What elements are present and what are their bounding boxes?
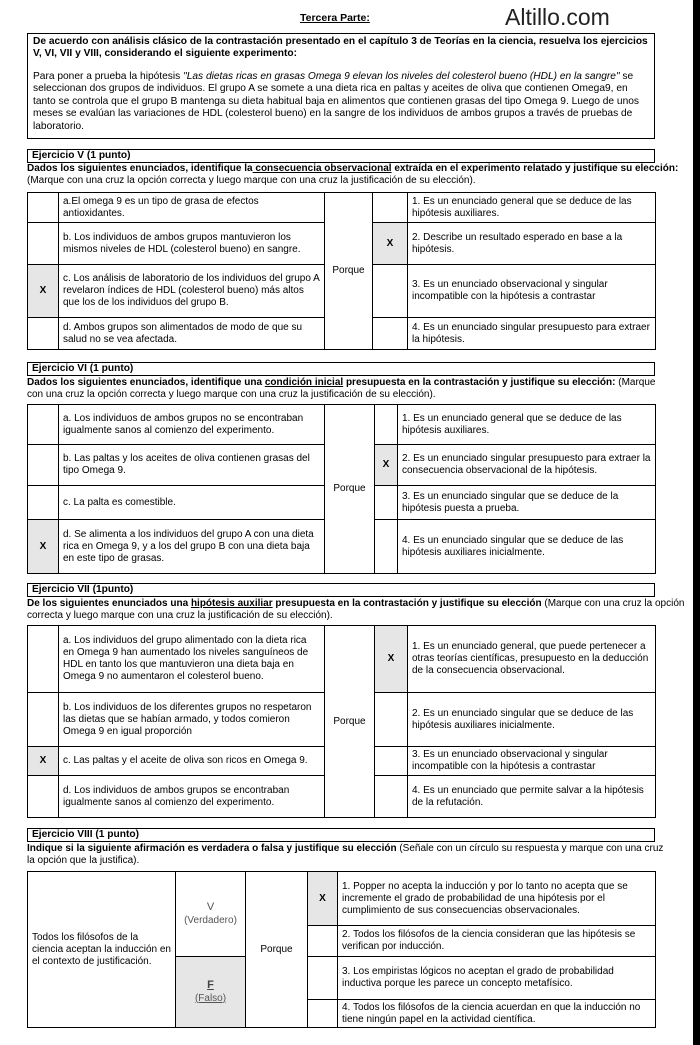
- ex6-table: [27, 404, 656, 574]
- ex5-option-c: c. Los análisis de laboratorio de los individuos del grupo A revelaron índices de HDL (colesterol bueno) más altos que los de los individuos del grupo B.: [59, 265, 325, 318]
- ex8-1-mark[interactable]: X: [308, 872, 338, 926]
- ex7-intro-a: De los siguientes enunciados una: [27, 598, 191, 609]
- ex5-justification-1: 1. Es un enunciado general que se deduce de las hipótesis auxiliares.: [408, 193, 656, 223]
- ex6-2-mark[interactable]: X: [375, 445, 398, 486]
- ex5-d-mark[interactable]: [28, 318, 59, 350]
- ex7-a-mark[interactable]: [28, 626, 59, 693]
- ex5-justification-3: 3. Es un enunciado observacional y singular incompatible con la hipótesis a contrastar: [408, 265, 656, 318]
- ex6-justification-1: 1. Es un enunciado general que se deduce de las hipótesis auxiliares.: [398, 405, 656, 445]
- ex8-true-letter: V: [206, 901, 215, 914]
- ex7-justification-3: 3. Es un enunciado observacional y singular incompatible con la hipótesis a contrastar: [408, 747, 656, 776]
- ex5-porque: Porque: [325, 193, 373, 350]
- ex7-instructions: [27, 598, 695, 622]
- ex6-intro-a: Dados los siguientes enunciados, identifique una: [27, 377, 265, 388]
- ex5-4-mark[interactable]: [373, 318, 408, 350]
- ex8-justification-3: 3. Los empiristas lógicos no aceptan el grado de probabilidad inductiva porque les parece un concepto metafísico.: [338, 957, 656, 1000]
- ex5-justification-2: 2. Describe un resultado esperado en base a la hipótesis.: [408, 223, 656, 265]
- part-title: Tercera Parte:: [300, 12, 370, 24]
- ex6-title: Ejercicio VI (1 punto): [27, 362, 655, 376]
- ex7-c-mark[interactable]: X: [28, 747, 59, 776]
- ex8-3-mark[interactable]: [308, 957, 338, 1000]
- ex5-a-mark[interactable]: [28, 193, 59, 223]
- ex8-true-word: (Verdadero): [184, 914, 237, 926]
- ex5-option-d: d. Ambos grupos son alimentados de modo de que su salud no se vea afectada.: [59, 318, 325, 350]
- ex6-option-b: b. Las paltas y los aceites de oliva contienen grasas del tipo Omega 9.: [59, 445, 325, 486]
- ex5-intro-a: Dados los siguientes enunciados, identifique la: [27, 163, 253, 174]
- ex6-instructions: [27, 377, 667, 401]
- ex5-intro-key: consecuencia observacional: [252, 163, 392, 174]
- ex6-justification-3: 3. Es un enunciado singular que se deduce de la hipótesis puesta a prueba.: [398, 486, 656, 520]
- ex8-intro-a: Indique si la siguiente afirmación es verdadera o falsa y justifique su elección: [27, 843, 397, 854]
- ex7-justification-2: 2. Es un enunciado singular que se deduce de las hipótesis auxiliares inicialmente.: [408, 693, 656, 747]
- ex6-option-a: a. Los individuos de ambos grupos no se encontraban igualmente sanos al comienzo del experimento.: [59, 405, 325, 445]
- ex8-false-option[interactable]: [176, 957, 246, 1028]
- ex5-option-a: a.El omega 9 es un tipo de grasa de efectos antioxidantes.: [59, 193, 325, 223]
- intro-text-b: se seleccionan dos grupos de individuos. El grupo A se somete a una dieta rica en paltas y aceites de oliva que contienen Omega9, en tanto se controla que el grupo B mantenga su dieta habitual baja en alimentos que contienen grasas del tipo Omega 9. Luego de unos meses se evalúan las variaciones de HDL (colesterol bueno) en la sangre de los individuos de ambos grupos a través de pruebas de laboratorio.: [33, 70, 640, 132]
- ex8-porque: Porque: [246, 872, 308, 1028]
- ex5-instructions: [27, 163, 692, 187]
- ex7-porque: Porque: [325, 626, 375, 818]
- ex8-title: Ejercicio VIII (1 punto): [27, 828, 655, 842]
- page-edge-bar: [693, 0, 700, 1045]
- ex8-justification-4: 4. Todos los filósofos de la ciencia acuerdan en que la inducción no tiene ningún papel en la actividad científica.: [338, 1000, 656, 1028]
- ex8-true-option[interactable]: [176, 872, 246, 957]
- ex8-2-mark[interactable]: [308, 926, 338, 957]
- intro-heading: De acuerdo con análisis clásico de la contrastación presentado en el capítulo 3 de Teorías en la ciencia, resuelva los ejercicios V, VI, VII y VIII, considerando el siguiente experimento:: [33, 36, 648, 60]
- ex7-intro-c: (Marque con una cruz la opción correcta y luego marque con una cruz la justificación de su elección).: [27, 598, 685, 621]
- ex7-b-mark[interactable]: [28, 693, 59, 747]
- ex6-justification-4: 4. Es un enunciado singular que se deduce de las hipótesis auxiliares inicialmente.: [398, 520, 656, 574]
- intro-text: [33, 71, 649, 133]
- site-logo: Altillo.com: [505, 4, 610, 30]
- ex7-2-mark[interactable]: [375, 693, 408, 747]
- ex8-table: [27, 871, 656, 1028]
- ex7-option-a: a. Los individuos del grupo alimentado con la dieta rica en Omega 9 han aumentado los niveles sanguíneos de HDL en tanto los que mantuvieron una dieta baja en Omega 9 no aumentaron el colesterol bueno.: [59, 626, 325, 693]
- intro-text-a: Para poner a prueba la hipótesis: [33, 70, 184, 82]
- ex5-c-mark[interactable]: X: [28, 265, 59, 318]
- ex7-option-b: b. Los individuos de los diferentes grupos no respetaron las dietas que se habían armado, y todos comieron Omega 9 en igual proporción: [59, 693, 325, 747]
- ex8-false-word: (Falso): [194, 992, 227, 1004]
- ex7-justification-1: 1. Es un enunciado general, que puede pertenecer a otras teorías científicas, presupuesto en la deducción de la consecuencia observacional.: [408, 626, 656, 693]
- ex5-3-mark[interactable]: [373, 265, 408, 318]
- ex7-d-mark[interactable]: [28, 776, 59, 818]
- ex7-justification-4: 4. Es un enunciado que permite salvar a la hipótesis de la refutación.: [408, 776, 656, 818]
- ex7-table: [27, 625, 656, 818]
- ex8-justification-2: 2. Todos los filósofos de la ciencia consideran que las hipótesis se verifican por inducción.: [338, 926, 656, 957]
- ex7-1-mark[interactable]: X: [375, 626, 408, 693]
- ex5-justification-4: 4. Es un enunciado singular presupuesto para extraer la hipótesis.: [408, 318, 656, 350]
- ex7-option-d: d. Los individuos de ambos grupos se encontraban igualmente sanos al comienzo del experimento.: [59, 776, 325, 818]
- ex6-porque: Porque: [325, 405, 375, 574]
- ex6-4-mark[interactable]: [375, 520, 398, 574]
- experiment-intro: [27, 33, 655, 139]
- ex6-a-mark[interactable]: [28, 405, 59, 445]
- ex6-c-mark[interactable]: [28, 486, 59, 520]
- ex6-option-d: d. Se alimenta a los individuos del grupo A con una dieta rica en Omega 9, y a los del grupo B con una dieta baja en este tipo de grasas.: [59, 520, 325, 574]
- ex5-2-mark[interactable]: X: [373, 223, 408, 265]
- ex5-table: [27, 192, 656, 350]
- ex8-4-mark[interactable]: [308, 1000, 338, 1028]
- ex6-b-mark[interactable]: [28, 445, 59, 486]
- ex5-title: Ejercicio V (1 punto): [27, 149, 655, 163]
- ex6-d-mark[interactable]: X: [28, 520, 59, 574]
- ex5-1-mark[interactable]: [373, 193, 408, 223]
- ex6-intro-key: condición inicial: [264, 377, 344, 388]
- ex8-justification-1: 1. Popper no acepta la inducción y por lo tanto no acepta que se incremente el grado de probabilidad de una hipótesis por el cumplimiento de sus consecuencias observacionales.: [338, 872, 656, 926]
- ex6-3-mark[interactable]: [375, 486, 398, 520]
- ex8-statement: Todos los filósofos de la ciencia aceptan la inducción en el contexto de justificación.: [28, 872, 176, 1028]
- ex8-intro-c: (Señale con un círculo su respuesta y marque con una cruz la opción que la justifica).: [27, 843, 664, 866]
- ex6-1-mark[interactable]: [375, 405, 398, 445]
- ex7-intro-key: hipótesis auxiliar: [190, 598, 273, 609]
- ex7-title: Ejercicio VII (1punto): [27, 583, 655, 597]
- ex7-4-mark[interactable]: [375, 776, 408, 818]
- ex5-b-mark[interactable]: [28, 223, 59, 265]
- ex7-3-mark[interactable]: [375, 747, 408, 776]
- ex6-justification-2: 2. Es un enunciado singular presupuesto para extraer la consecuencia observacional de la hipótesis.: [398, 445, 656, 486]
- ex5-option-b: b. Los individuos de ambos grupos mantuvieron los mismos niveles de HDL (colesterol bueno) en sangre.: [59, 223, 325, 265]
- ex7-intro-b: presupuesta en la contrastación y justifique su elección: [272, 598, 542, 609]
- ex8-false-letter: F: [207, 979, 214, 992]
- ex6-option-c: c. La palta es comestible.: [59, 486, 325, 520]
- ex5-intro-c: (Marque con una cruz la opción correcta y luego marque con una cruz la justificación de su elección).: [27, 175, 476, 186]
- ex6-intro-c: (Marque con una cruz la opción correcta y luego marque con una cruz la justificación de su elección).: [27, 377, 656, 400]
- ex7-option-c: c. Las paltas y el aceite de oliva son ricos en Omega 9.: [59, 747, 325, 776]
- ex8-instructions: [27, 843, 667, 867]
- intro-hypothesis: "Las dietas ricas en grasas Omega 9 elevan los niveles del colesterol bueno (HDL) en la sangre": [183, 70, 620, 82]
- ex5-intro-b: extraída en el experimento relatado y justifique su elección:: [391, 163, 679, 174]
- ex6-intro-b: presupuesta en la contrastación y justifique su elección:: [343, 377, 616, 388]
